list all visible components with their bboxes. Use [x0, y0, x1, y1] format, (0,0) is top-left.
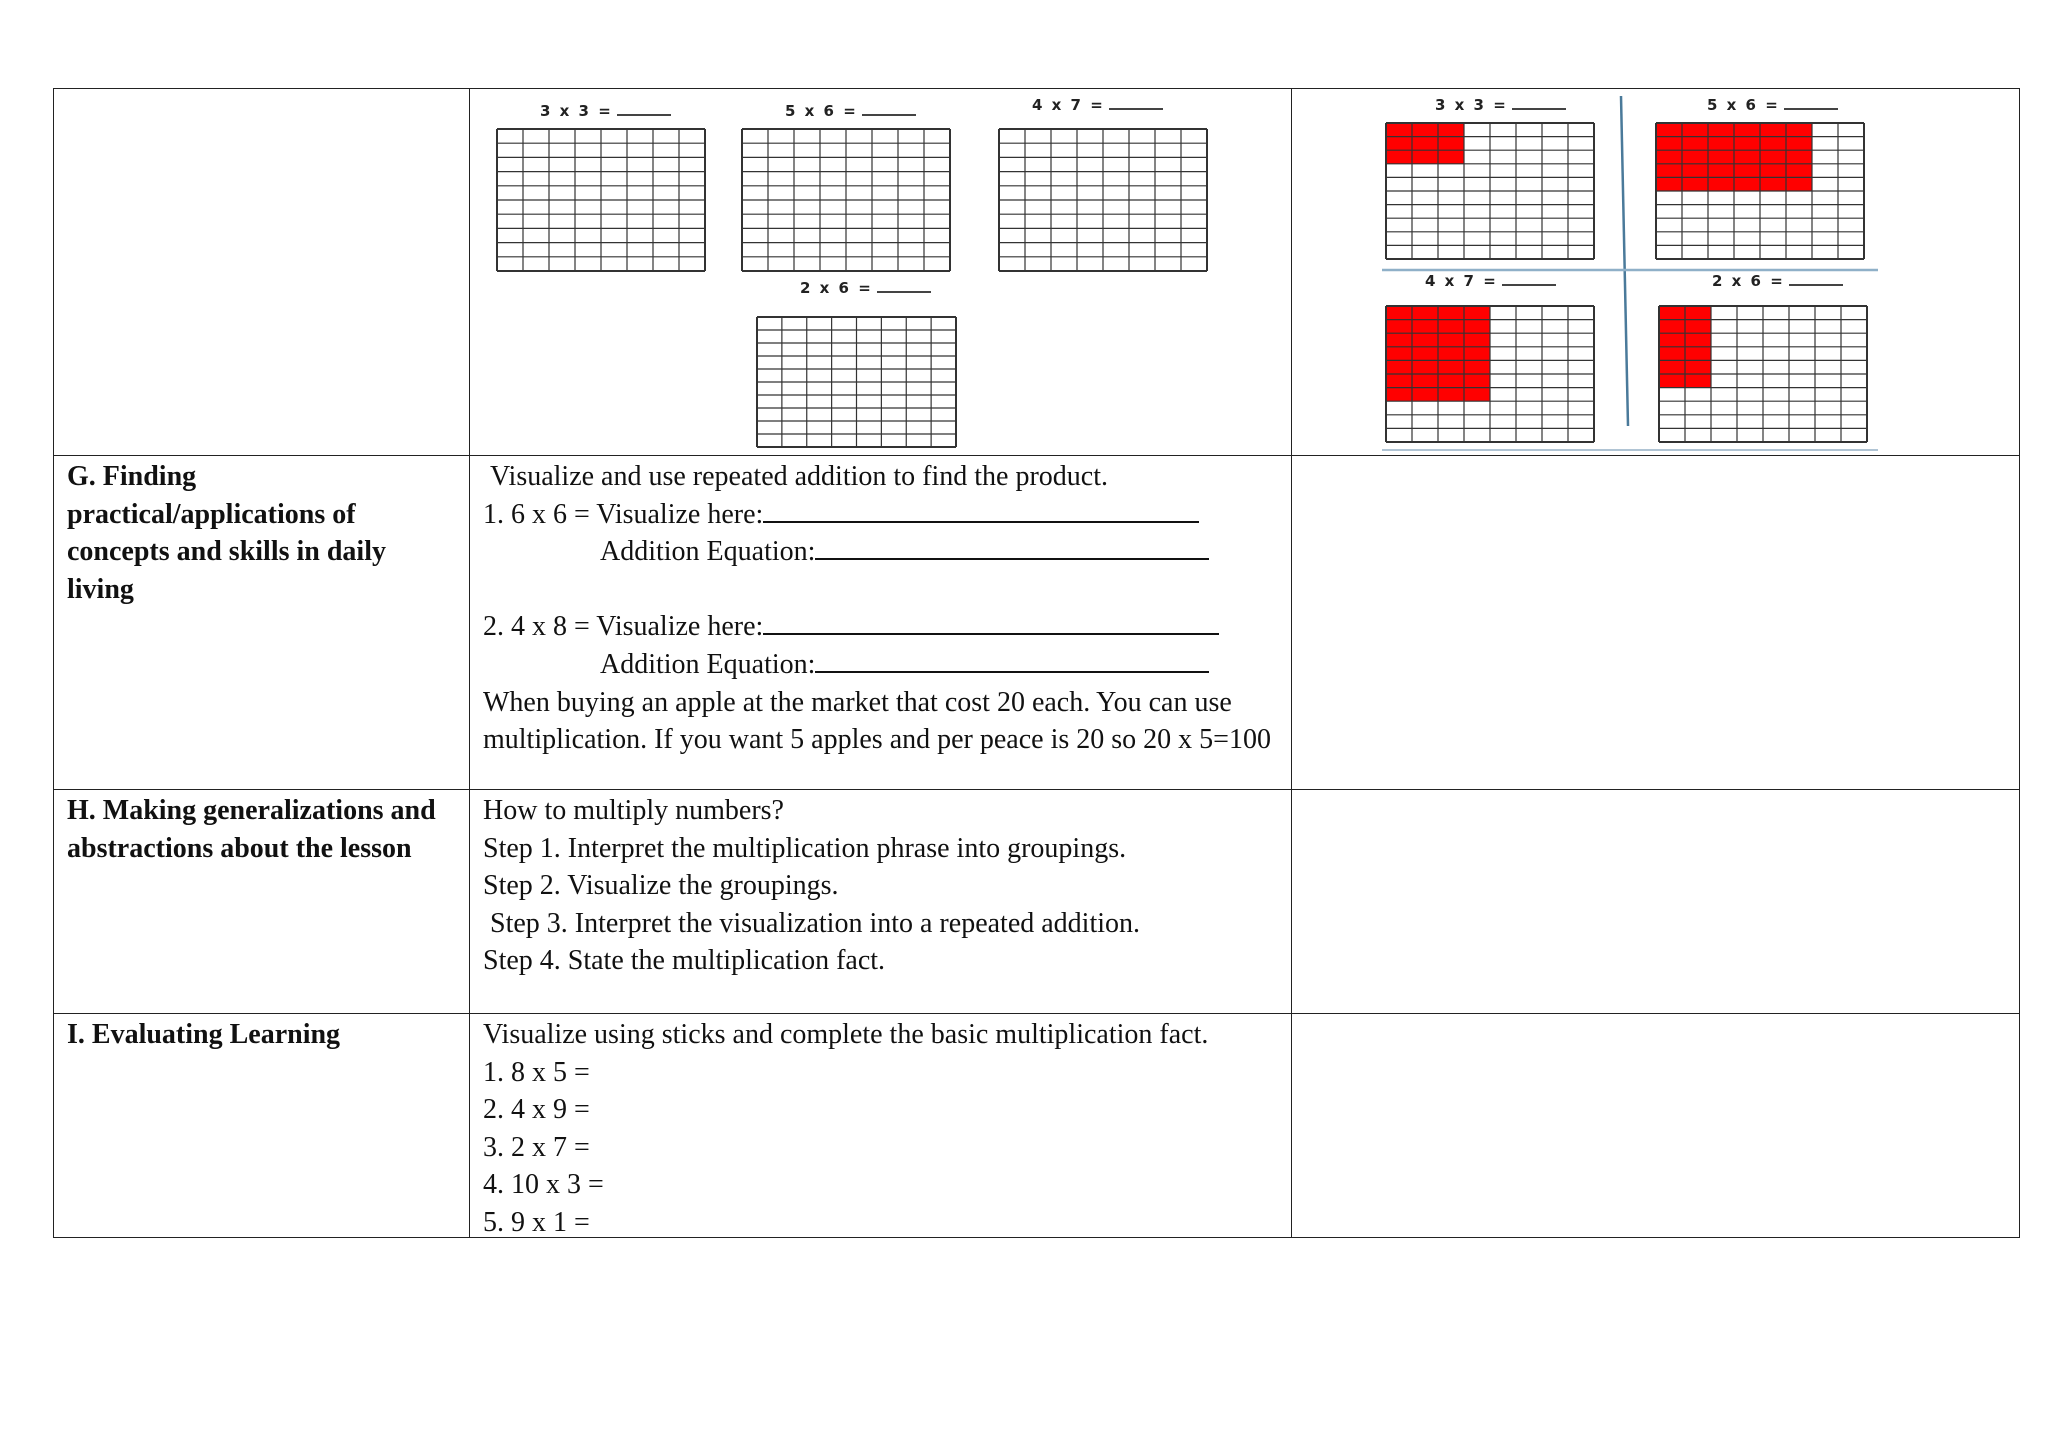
row-g: [54, 456, 2020, 790]
row-g-application: When buying an apple at the market that cost 20 each. You can use multiplication. If you want 5 apples and per peace is 20 so 20 x 5=100: [483, 686, 1271, 756]
row-h-step1: Step 1. Interpret the multiplication phrase into groupings.: [483, 832, 1127, 864]
grid-label-3x3: 3 x 3 =: [540, 102, 671, 120]
answer-grid-5x6: [1654, 121, 1866, 261]
row-i-content-cell: [470, 1014, 1292, 1238]
answer-grid-3x3: [1384, 121, 1596, 261]
row-g-intro: Visualize and use repeated addition to find the product.: [490, 461, 1109, 492]
eval-item: 5. 9 x 1 =: [483, 1206, 590, 1238]
row-h-step4: Step 4. State the multiplication fact.: [483, 945, 886, 977]
answer-label-3x3: 3 x 3 =: [1435, 96, 1566, 114]
row-h-empty-cell: [1292, 790, 2020, 1014]
answer-label-5x6: 5 x 6 =: [1707, 96, 1838, 114]
answer-grid-2x6: [1657, 304, 1869, 444]
grid-4x7: [997, 127, 1209, 273]
row-g-empty-cell: [1292, 456, 2020, 790]
row-h-content-cell: [470, 790, 1292, 1014]
answer-label-4x7: 4 x 7 =: [1425, 272, 1556, 290]
row-h-question: How to multiply numbers?: [483, 795, 784, 826]
row-h-label: H. Making generalizations and abstractions about the lesson: [67, 795, 436, 864]
answer-grid-4x7: [1384, 304, 1596, 444]
row-h: [54, 790, 2020, 1014]
row-i-label-cell: [54, 1014, 470, 1238]
eval-item: 3. 2 x 7 =: [483, 1131, 590, 1163]
row-g-label: G. Finding practical/applications of concepts and skills in daily living: [67, 461, 386, 605]
grid-label-2x6: 2 x 6 =: [800, 279, 931, 297]
row-g-item2: 2. 4 x 8 = Visualize here:: [483, 608, 1281, 646]
row-g-item1: 1. 6 x 6 = Visualize here:: [483, 496, 1281, 534]
row-h-step3: Step 3. Interpret the visualization into a repeated addition.: [490, 907, 1141, 939]
lesson-plan-table: [53, 88, 2020, 1238]
grid-images-row: [54, 89, 2020, 456]
worksheet-grids-cell: [470, 89, 1292, 456]
answer-label-2x6: 2 x 6 =: [1712, 272, 1843, 290]
row-i-empty-cell: [1292, 1014, 2020, 1238]
row-i-instruction: Visualize using sticks and complete the basic multiplication fact.: [483, 1019, 1209, 1050]
grid-2x6: [755, 315, 958, 449]
grid-5x6: [740, 127, 952, 273]
row-g-label-cell: [54, 456, 470, 790]
row-i-label: I. Evaluating Learning: [67, 1019, 341, 1050]
eval-item: 2. 4 x 9 =: [483, 1094, 590, 1126]
answer-grids-cell: [1292, 89, 2020, 456]
empty-label-cell: [54, 89, 470, 456]
row-i: [54, 1014, 2020, 1238]
grid-label-4x7: 4 x 7 =: [1032, 96, 1163, 114]
row-h-label-cell: [54, 790, 470, 1014]
shaded-array: [1386, 123, 1464, 164]
row-g-content-cell: [470, 456, 1292, 790]
row-h-step2: Step 2. Visualize the groupings.: [483, 870, 839, 902]
eval-item: 1. 8 x 5 =: [483, 1056, 590, 1088]
grid-3x3: [495, 127, 707, 273]
grid-label-5x6: 5 x 6 =: [785, 102, 916, 120]
eval-item: 4. 10 x 3 =: [483, 1169, 604, 1201]
row-g-item2-eq: Addition Equation:: [483, 646, 1281, 684]
row-g-item1-eq: Addition Equation:: [483, 533, 1281, 571]
